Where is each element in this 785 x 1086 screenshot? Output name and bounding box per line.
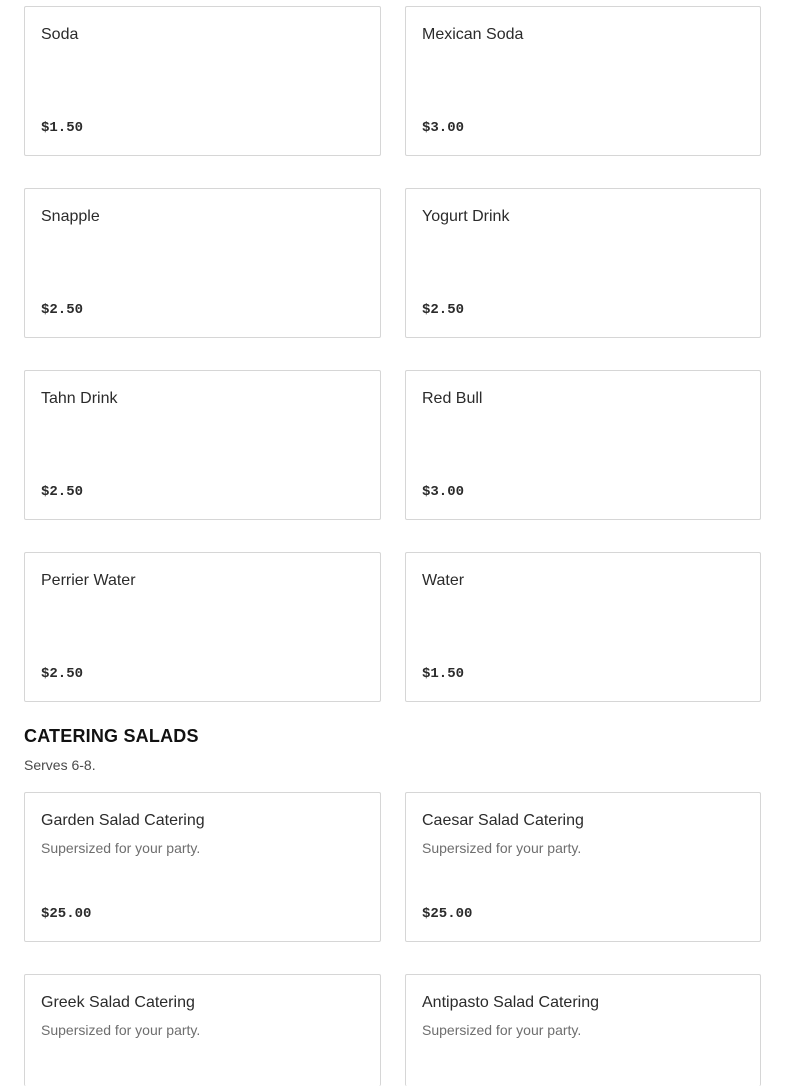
menu-item-description: Supersized for your party. [41, 840, 201, 856]
section-title: CATERING SALADS [24, 726, 199, 746]
menu-item-card[interactable] [405, 552, 761, 702]
menu-item-card[interactable] [405, 370, 761, 520]
menu-item-price: $25.00 [422, 906, 473, 922]
menu-item-price: $2.50 [422, 302, 465, 318]
menu-item-price: $2.50 [41, 484, 84, 500]
menu-item-price: $25.00 [41, 906, 92, 922]
menu-item-description: Supersized for your party. [422, 1022, 582, 1038]
menu-item-description: Supersized for your party. [41, 1022, 201, 1038]
menu-item-name: Snapple [41, 208, 100, 225]
menu-item-name: Perrier Water [41, 572, 136, 589]
menu-item-name: Water [422, 572, 465, 589]
menu-item-name: Caesar Salad Catering [422, 812, 584, 829]
menu-item-name: Mexican Soda [422, 26, 524, 43]
section-subtitle: Serves 6-8. [24, 757, 96, 773]
menu-item-name: Red Bull [422, 390, 483, 407]
menu-item-price: $3.00 [422, 484, 465, 500]
menu-item-card[interactable] [405, 974, 761, 1086]
menu-item-description: Supersized for your party. [422, 840, 582, 856]
menu-item-name: Antipasto Salad Catering [422, 994, 599, 1011]
menu-item-card[interactable] [405, 792, 761, 942]
menu-item-card[interactable] [405, 188, 761, 338]
menu-item-card[interactable] [24, 370, 381, 520]
menu-item-card[interactable] [24, 552, 381, 702]
menu-item-name: Garden Salad Catering [41, 812, 205, 829]
menu-item-price: $2.50 [41, 666, 84, 682]
menu-item-name: Yogurt Drink [422, 208, 510, 225]
menu-item-price: $1.50 [422, 666, 465, 682]
menu-item-name: Greek Salad Catering [41, 994, 195, 1011]
menu-item-price: $2.50 [41, 302, 84, 318]
menu-item-card[interactable] [405, 6, 761, 156]
menu-item-name: Soda [41, 26, 79, 43]
menu-item-price: $3.00 [422, 120, 465, 136]
menu-item-name: Tahn Drink [41, 390, 118, 407]
menu-item-price: $1.50 [41, 120, 84, 136]
menu-item-card[interactable] [24, 6, 381, 156]
menu-item-card[interactable] [24, 974, 381, 1086]
menu-item-card[interactable] [24, 792, 381, 942]
menu-item-card[interactable] [24, 188, 381, 338]
